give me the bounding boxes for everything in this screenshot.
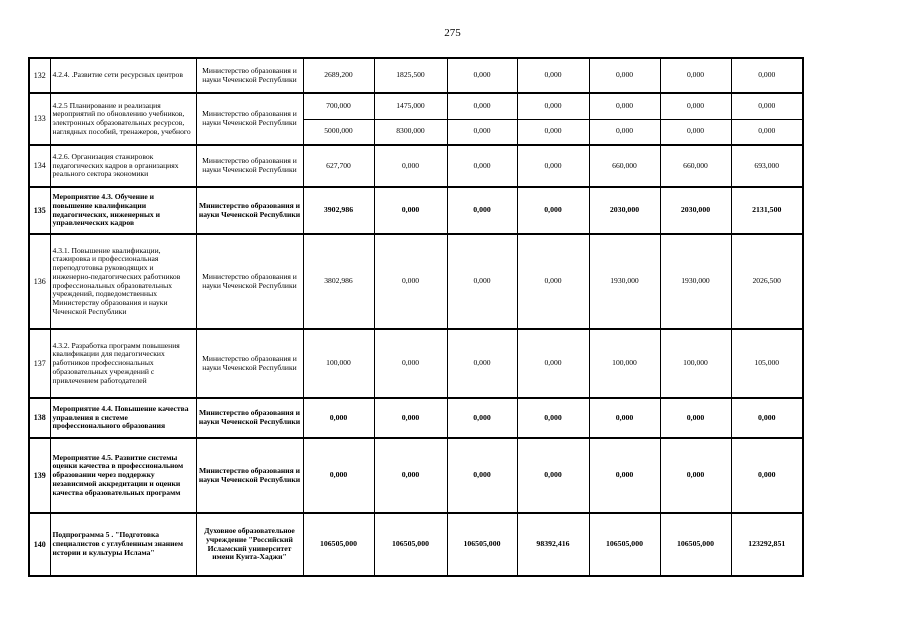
table-row xyxy=(29,58,803,93)
row-value: 106505,000 xyxy=(589,513,660,576)
row-value: 0,000 xyxy=(447,234,517,329)
row-value: 0,000 xyxy=(517,187,589,234)
row-name: 4.2.4. .Развитие сети ресурсных центров xyxy=(50,58,196,93)
row-value: 693,000 xyxy=(731,145,803,187)
row-number: 139 xyxy=(29,438,50,513)
row-executor: Министерство образования и науки Чеченской Республики xyxy=(196,58,303,93)
row-value: 1930,000 xyxy=(660,234,731,329)
table-row xyxy=(29,329,803,398)
row-value: 0,000 xyxy=(374,145,447,187)
table-row xyxy=(29,145,803,187)
row-value: 0,000 xyxy=(374,438,447,513)
row-name: 4.3.1. Повышение квалификации, стажировка и профессиональная переподготовка руководящих и инженерно-педагогических работников профессиональных образовательных учреждений, подведомственных Министерству образования и науки Чеченской Республики xyxy=(50,234,196,329)
row-executor: Министерство образования и науки Чеченской Республики xyxy=(196,438,303,513)
row-value: 0,000 xyxy=(589,398,660,438)
row-value: 106505,000 xyxy=(447,513,517,576)
row-value: 0,000 xyxy=(447,58,517,93)
row-value: 0,000 xyxy=(447,187,517,234)
row-value: 0,000 xyxy=(303,438,374,513)
table-row xyxy=(29,513,803,576)
row-value: 0,000 xyxy=(517,398,589,438)
row-value: 660,000 xyxy=(589,145,660,187)
row-value: 660,000 xyxy=(660,145,731,187)
row-value: 2131,500 xyxy=(731,187,803,234)
row-value: 2689,200 xyxy=(303,58,374,93)
row-value: 0,000 xyxy=(447,329,517,398)
row-value: 0,000 xyxy=(517,93,589,119)
row-value: 106505,000 xyxy=(303,513,374,576)
row-value: 106505,000 xyxy=(374,513,447,576)
page-number: 275 xyxy=(444,27,461,39)
row-value: 0,000 xyxy=(374,329,447,398)
row-value: 1825,500 xyxy=(374,58,447,93)
row-value: 3802,986 xyxy=(303,234,374,329)
row-number: 137 xyxy=(29,329,50,398)
row-value: 0,000 xyxy=(374,398,447,438)
row-value: 123292,851 xyxy=(731,513,803,576)
row-executor: Министерство образования и науки Чеченской Республики xyxy=(196,398,303,438)
row-value: 627,700 xyxy=(303,145,374,187)
row-value: 0,000 xyxy=(447,398,517,438)
row-value: 100,000 xyxy=(589,329,660,398)
row-number: 136 xyxy=(29,234,50,329)
row-executor: Министерство образования и науки Чеченской Республики xyxy=(196,329,303,398)
table-row xyxy=(29,234,803,329)
row-value: 100,000 xyxy=(303,329,374,398)
row-value: 2026,500 xyxy=(731,234,803,329)
row-value: 0,000 xyxy=(447,145,517,187)
row-value: 0,000 xyxy=(517,145,589,187)
row-value: 3902,986 xyxy=(303,187,374,234)
row-value: 0,000 xyxy=(447,93,517,119)
row-value: 0,000 xyxy=(731,119,803,145)
row-name: Мероприятие 4.5. Развитие системы оценки качества в профессиональном образовании через поддержку независимой аккредитации и оценки качества образовательных программ xyxy=(50,438,196,513)
row-name: Подпрограмма 5 . "Подготовка специалистов с углубленным знанием истории и культуры Ислама" xyxy=(50,513,196,576)
row-value: 0,000 xyxy=(303,398,374,438)
row-value: 105,000 xyxy=(731,329,803,398)
table-row xyxy=(29,93,803,119)
row-value: 0,000 xyxy=(517,234,589,329)
row-value: 106505,000 xyxy=(660,513,731,576)
row-name: 4.2.6. Организация стажировок педагогических кадров в организациях реального сектора экономики xyxy=(50,145,196,187)
row-number: 135 xyxy=(29,187,50,234)
row-number: 138 xyxy=(29,398,50,438)
row-value: 0,000 xyxy=(374,187,447,234)
row-name: 4.3.2. Разработка программ повышения квалификации для педагогических работников профессиональных образовательных учреждений с привлечением работодателей xyxy=(50,329,196,398)
row-value: 0,000 xyxy=(589,438,660,513)
row-value: 0,000 xyxy=(517,438,589,513)
row-value: 1475,000 xyxy=(374,93,447,119)
row-value: 98392,416 xyxy=(517,513,589,576)
row-number: 132 xyxy=(29,58,50,93)
row-value: 0,000 xyxy=(374,234,447,329)
row-value: 0,000 xyxy=(660,119,731,145)
row-value: 0,000 xyxy=(447,119,517,145)
row-executor: Министерство образования и науки Чеченской Республики xyxy=(196,187,303,234)
row-name: Мероприятие 4.3. Обучение и повышение квалификации педагогических, инженерных и управленческих кадров xyxy=(50,187,196,234)
row-value: 0,000 xyxy=(731,438,803,513)
row-value: 0,000 xyxy=(517,119,589,145)
row-value: 8300,000 xyxy=(374,119,447,145)
row-executor: Министерство образования и науки Чеченской Республики xyxy=(196,93,303,145)
row-value: 1930,000 xyxy=(589,234,660,329)
row-number: 133 xyxy=(29,93,50,145)
row-value: 100,000 xyxy=(660,329,731,398)
row-executor: Духовное образовательное учреждение "Российский Исламский университет имени Кунта-Хаджи" xyxy=(196,513,303,576)
row-number: 140 xyxy=(29,513,50,576)
row-name: 4.2.5 Планирование и реализация мероприятий по обновлению учебников, электронных образовательных ресурсов, наглядных пособий, тренажеров, учебного xyxy=(50,93,196,145)
row-number: 134 xyxy=(29,145,50,187)
table-row xyxy=(29,438,803,513)
row-value: 0,000 xyxy=(731,398,803,438)
row-value: 0,000 xyxy=(660,398,731,438)
row-executor: Министерство образования и науки Чеченской Республики xyxy=(196,145,303,187)
row-executor: Министерство образования и науки Чеченской Республики xyxy=(196,234,303,329)
row-value: 0,000 xyxy=(589,93,660,119)
row-value: 5000,000 xyxy=(303,119,374,145)
budget-table xyxy=(28,57,804,577)
row-value: 0,000 xyxy=(447,438,517,513)
row-value: 0,000 xyxy=(589,58,660,93)
table-row xyxy=(29,187,803,234)
row-name: Мероприятие 4.4. Повышение качества управления в системе профессионального образования xyxy=(50,398,196,438)
row-value: 0,000 xyxy=(517,329,589,398)
row-value: 0,000 xyxy=(731,58,803,93)
table-row xyxy=(29,398,803,438)
row-value: 700,000 xyxy=(303,93,374,119)
row-value: 0,000 xyxy=(660,93,731,119)
row-value: 2030,000 xyxy=(660,187,731,234)
row-value: 0,000 xyxy=(660,58,731,93)
row-value: 0,000 xyxy=(589,119,660,145)
row-value: 0,000 xyxy=(517,58,589,93)
row-value: 2030,000 xyxy=(589,187,660,234)
row-value: 0,000 xyxy=(731,93,803,119)
row-value: 0,000 xyxy=(660,438,731,513)
